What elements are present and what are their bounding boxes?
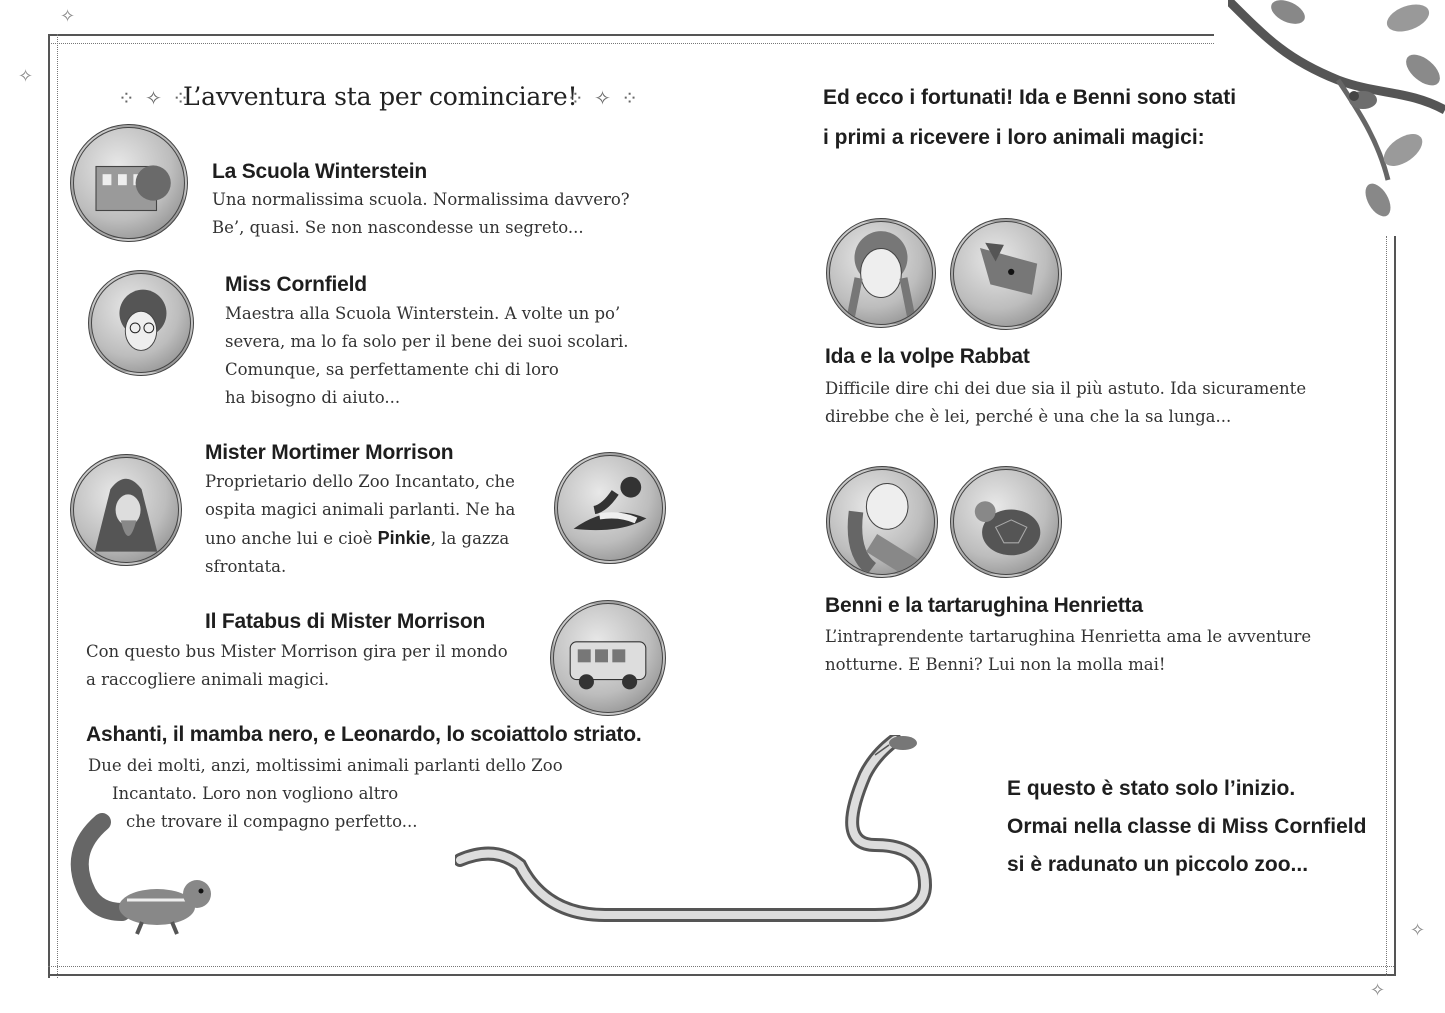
text-line: ha bisogno di aiuto...	[225, 388, 401, 407]
section-heading-school: La Scuola Winterstein	[212, 160, 427, 183]
turtle-illustration	[950, 466, 1062, 578]
sparkle-icon: ✧	[1410, 920, 1426, 941]
teacher-illustration	[88, 270, 194, 376]
school-illustration	[70, 124, 188, 242]
text-line: E questo è stato solo l’inizio.	[1007, 777, 1296, 800]
squirrel-illustration	[62, 812, 222, 942]
intro-text	[823, 78, 1236, 158]
section-heading-teacher: Miss Cornfield	[225, 273, 367, 296]
pair-heading-benni: Benni e la tartarughina Henrietta	[825, 594, 1143, 617]
section-heading-fatabus: Il Fatabus di Mister Morrison	[205, 610, 486, 633]
text-line: severa, ma lo fa solo per il bene dei suoi scolari.	[225, 332, 629, 351]
text-line: Ormai nella classe di Miss Cornfield	[1007, 815, 1367, 838]
pinkie-name: Pinkie	[377, 528, 431, 548]
text-line: Con questo bus Mister Morrison gira per il mondo	[86, 642, 508, 661]
text-line: si è radunato un piccolo zoo...	[1007, 853, 1309, 876]
pair-text-benni	[825, 623, 1311, 679]
text-line: che trovare il compagno perfetto...	[126, 812, 418, 831]
page-title: L’avventura sta per cominciare!	[183, 82, 578, 111]
girl-illustration	[826, 218, 936, 328]
section-text-school	[212, 186, 630, 242]
wizard-illustration	[70, 454, 182, 566]
section-heading-ashanti: Ashanti, il mamba nero, e Leonardo, lo scoiattolo striato.	[86, 723, 642, 746]
boy-illustration	[826, 466, 938, 578]
page-frame-bottom	[48, 966, 1396, 976]
magpie-illustration	[554, 452, 666, 564]
page-frame-top	[48, 34, 1214, 44]
section-text-fatabus	[86, 638, 508, 694]
text-line: i primi a ricevere i loro animali magici:	[823, 126, 1205, 149]
page-frame-left	[48, 34, 58, 978]
text-line: Difficile dire chi dei due sia il più astuto. Ida sicuramente	[825, 379, 1307, 398]
snake-illustration	[455, 735, 975, 935]
ornament-right: ⁘ ✧ ⁘	[567, 86, 640, 110]
fox-illustration	[950, 218, 1062, 330]
pair-text-ida	[825, 375, 1306, 431]
text-line: Proprietario dello Zoo Incantato, che	[205, 472, 515, 491]
text-span: uno anche lui e cioè	[205, 529, 378, 548]
outro-text	[1007, 770, 1366, 884]
text-line: Be’, quasi. Se non nascondesse un segreto...	[212, 218, 584, 237]
section-text-teacher	[225, 300, 629, 412]
text-line: Ed ecco i fortunati! Ida e Benni sono stati	[823, 86, 1237, 109]
text-line: a raccogliere animali magici.	[86, 670, 330, 689]
text-line: Due dei molti, anzi, moltissimi animali parlanti dello Zoo	[88, 756, 563, 775]
section-text-morrison	[205, 468, 515, 581]
text-line: sfrontata.	[205, 557, 287, 576]
text-line: L’intraprendente tartarughina Henrietta ama le avventure	[825, 627, 1312, 646]
text-line: Una normalissima scuola. Normalissima davvero?	[212, 190, 630, 209]
bus-illustration	[550, 600, 666, 716]
text-line: Maestra alla Scuola Winterstein. A volte un po’	[225, 304, 621, 323]
text-line: Incantato. Loro non vogliono altro	[112, 784, 399, 803]
text-line: ospita magici animali parlanti. Ne ha	[205, 500, 516, 519]
section-heading-morrison: Mister Mortimer Morrison	[205, 441, 454, 464]
ornament-left: ⁘ ✧ ⁘	[118, 86, 191, 110]
text-line: direbbe che è lei, perché è una che la sa lunga...	[825, 407, 1232, 426]
text-line	[205, 524, 515, 553]
pair-heading-ida: Ida e la volpe Rabbat	[825, 345, 1030, 368]
sparkle-icon: ✧	[60, 6, 76, 27]
text-line: notturne. E Benni? Lui non la molla mai!	[825, 655, 1166, 674]
page-frame-right	[1386, 236, 1396, 976]
text-line: Comunque, sa perfettamente chi di loro	[225, 360, 559, 379]
sparkle-icon: ✧	[18, 66, 34, 87]
sparkle-icon: ✧	[1370, 980, 1386, 1001]
branch-illustration	[1228, 0, 1445, 235]
text-span: , la gazza	[430, 529, 510, 548]
